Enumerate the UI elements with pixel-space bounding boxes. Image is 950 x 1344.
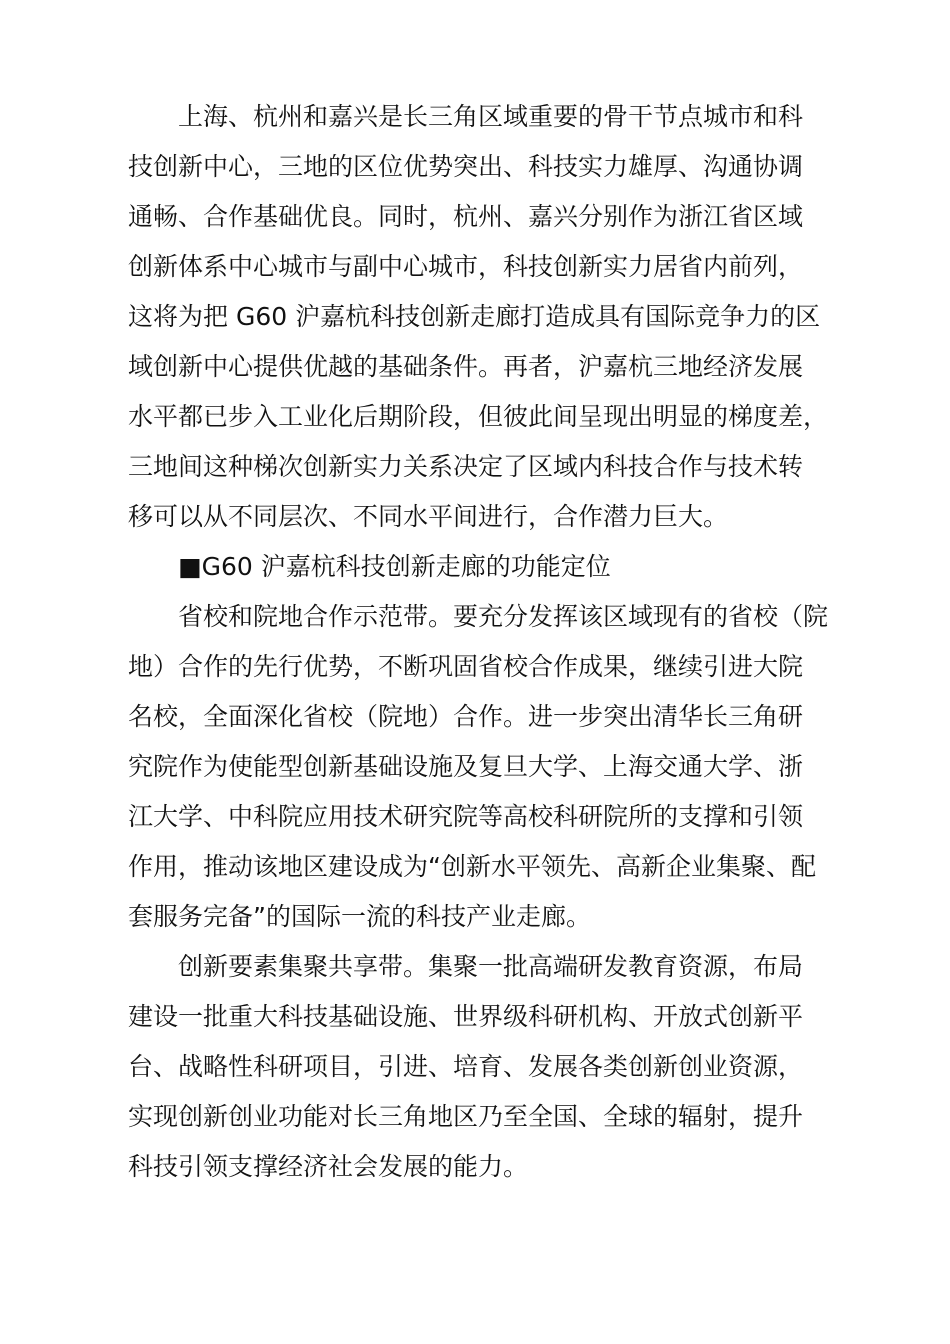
- text-line: 上海、杭州和嘉兴是长三角区域重要的骨干节点城市和科: [178, 102, 804, 131]
- text-line: 技创新中心，三地的区位优势突出、科技实力雄厚、沟通协调: [128, 152, 804, 181]
- text-line: 水平都已步入工业化后期阶段，但彼此间呈现出明显的梯度差，: [128, 402, 829, 431]
- text-line: 三地间这种梯次创新实力关系决定了区域内科技合作与技术转: [128, 452, 804, 481]
- text-line: 实现创新创业功能对长三角地区乃至全国、全球的辐射，提升: [128, 1102, 804, 1131]
- text-line: 科技引领支撑经济社会发展的能力。: [128, 1152, 529, 1181]
- text-line: 台、战略性科研项目，引进、培育、发展各类创新创业资源，: [128, 1052, 804, 1081]
- text-line: 域创新中心提供优越的基础条件。再者，沪嘉杭三地经济发展: [128, 352, 804, 381]
- text-line: 通畅、合作基础优良。同时，杭州、嘉兴分别作为浙江省区域: [128, 202, 804, 231]
- text-line: 名校，全面深化省校（院地）合作。进一步突出清华长三角研: [128, 702, 804, 731]
- paragraph-regional-advantages: [128, 92, 829, 542]
- paragraph-innovation-sharing-belt: [128, 942, 823, 1192]
- text-line: 建设一批重大科技基础设施、世界级科研机构、开放式创新平: [128, 1002, 804, 1031]
- document-body: [128, 92, 829, 1192]
- text-line: 地）合作的先行优势，不断巩固省校合作成果，继续引进大院: [128, 652, 804, 681]
- text-line: 作用，推动该地区建设成为“创新水平领先、高新企业集聚、配: [128, 852, 816, 881]
- text-line: 创新要素集聚共享带。集聚一批高端研发教育资源，布局: [178, 952, 804, 981]
- section-heading: ■G60 沪嘉杭科技创新走廊的功能定位: [178, 552, 611, 581]
- text-line: 江大学、中科院应用技术研究院等高校科研院所的支撑和引领: [128, 802, 804, 831]
- text-line: 省校和院地合作示范带。要充分发挥该区域现有的省校（院: [178, 602, 829, 631]
- text-line: 套服务完备”的国际一流的科技产业走廊。: [128, 902, 591, 931]
- text-line: 究院作为使能型创新基础设施及复旦大学、上海交通大学、浙: [128, 752, 804, 781]
- text-line: 这将为把 G60 沪嘉杭科技创新走廊打造成具有国际竞争力的区: [128, 302, 821, 331]
- text-line: 移可以从不同层次、不同水平间进行，合作潜力巨大。: [128, 502, 729, 531]
- text-line: 创新体系中心城市与副中心城市，科技创新实力居省内前列，: [128, 252, 804, 281]
- paragraph-cooperation-demo-belt: [128, 592, 829, 942]
